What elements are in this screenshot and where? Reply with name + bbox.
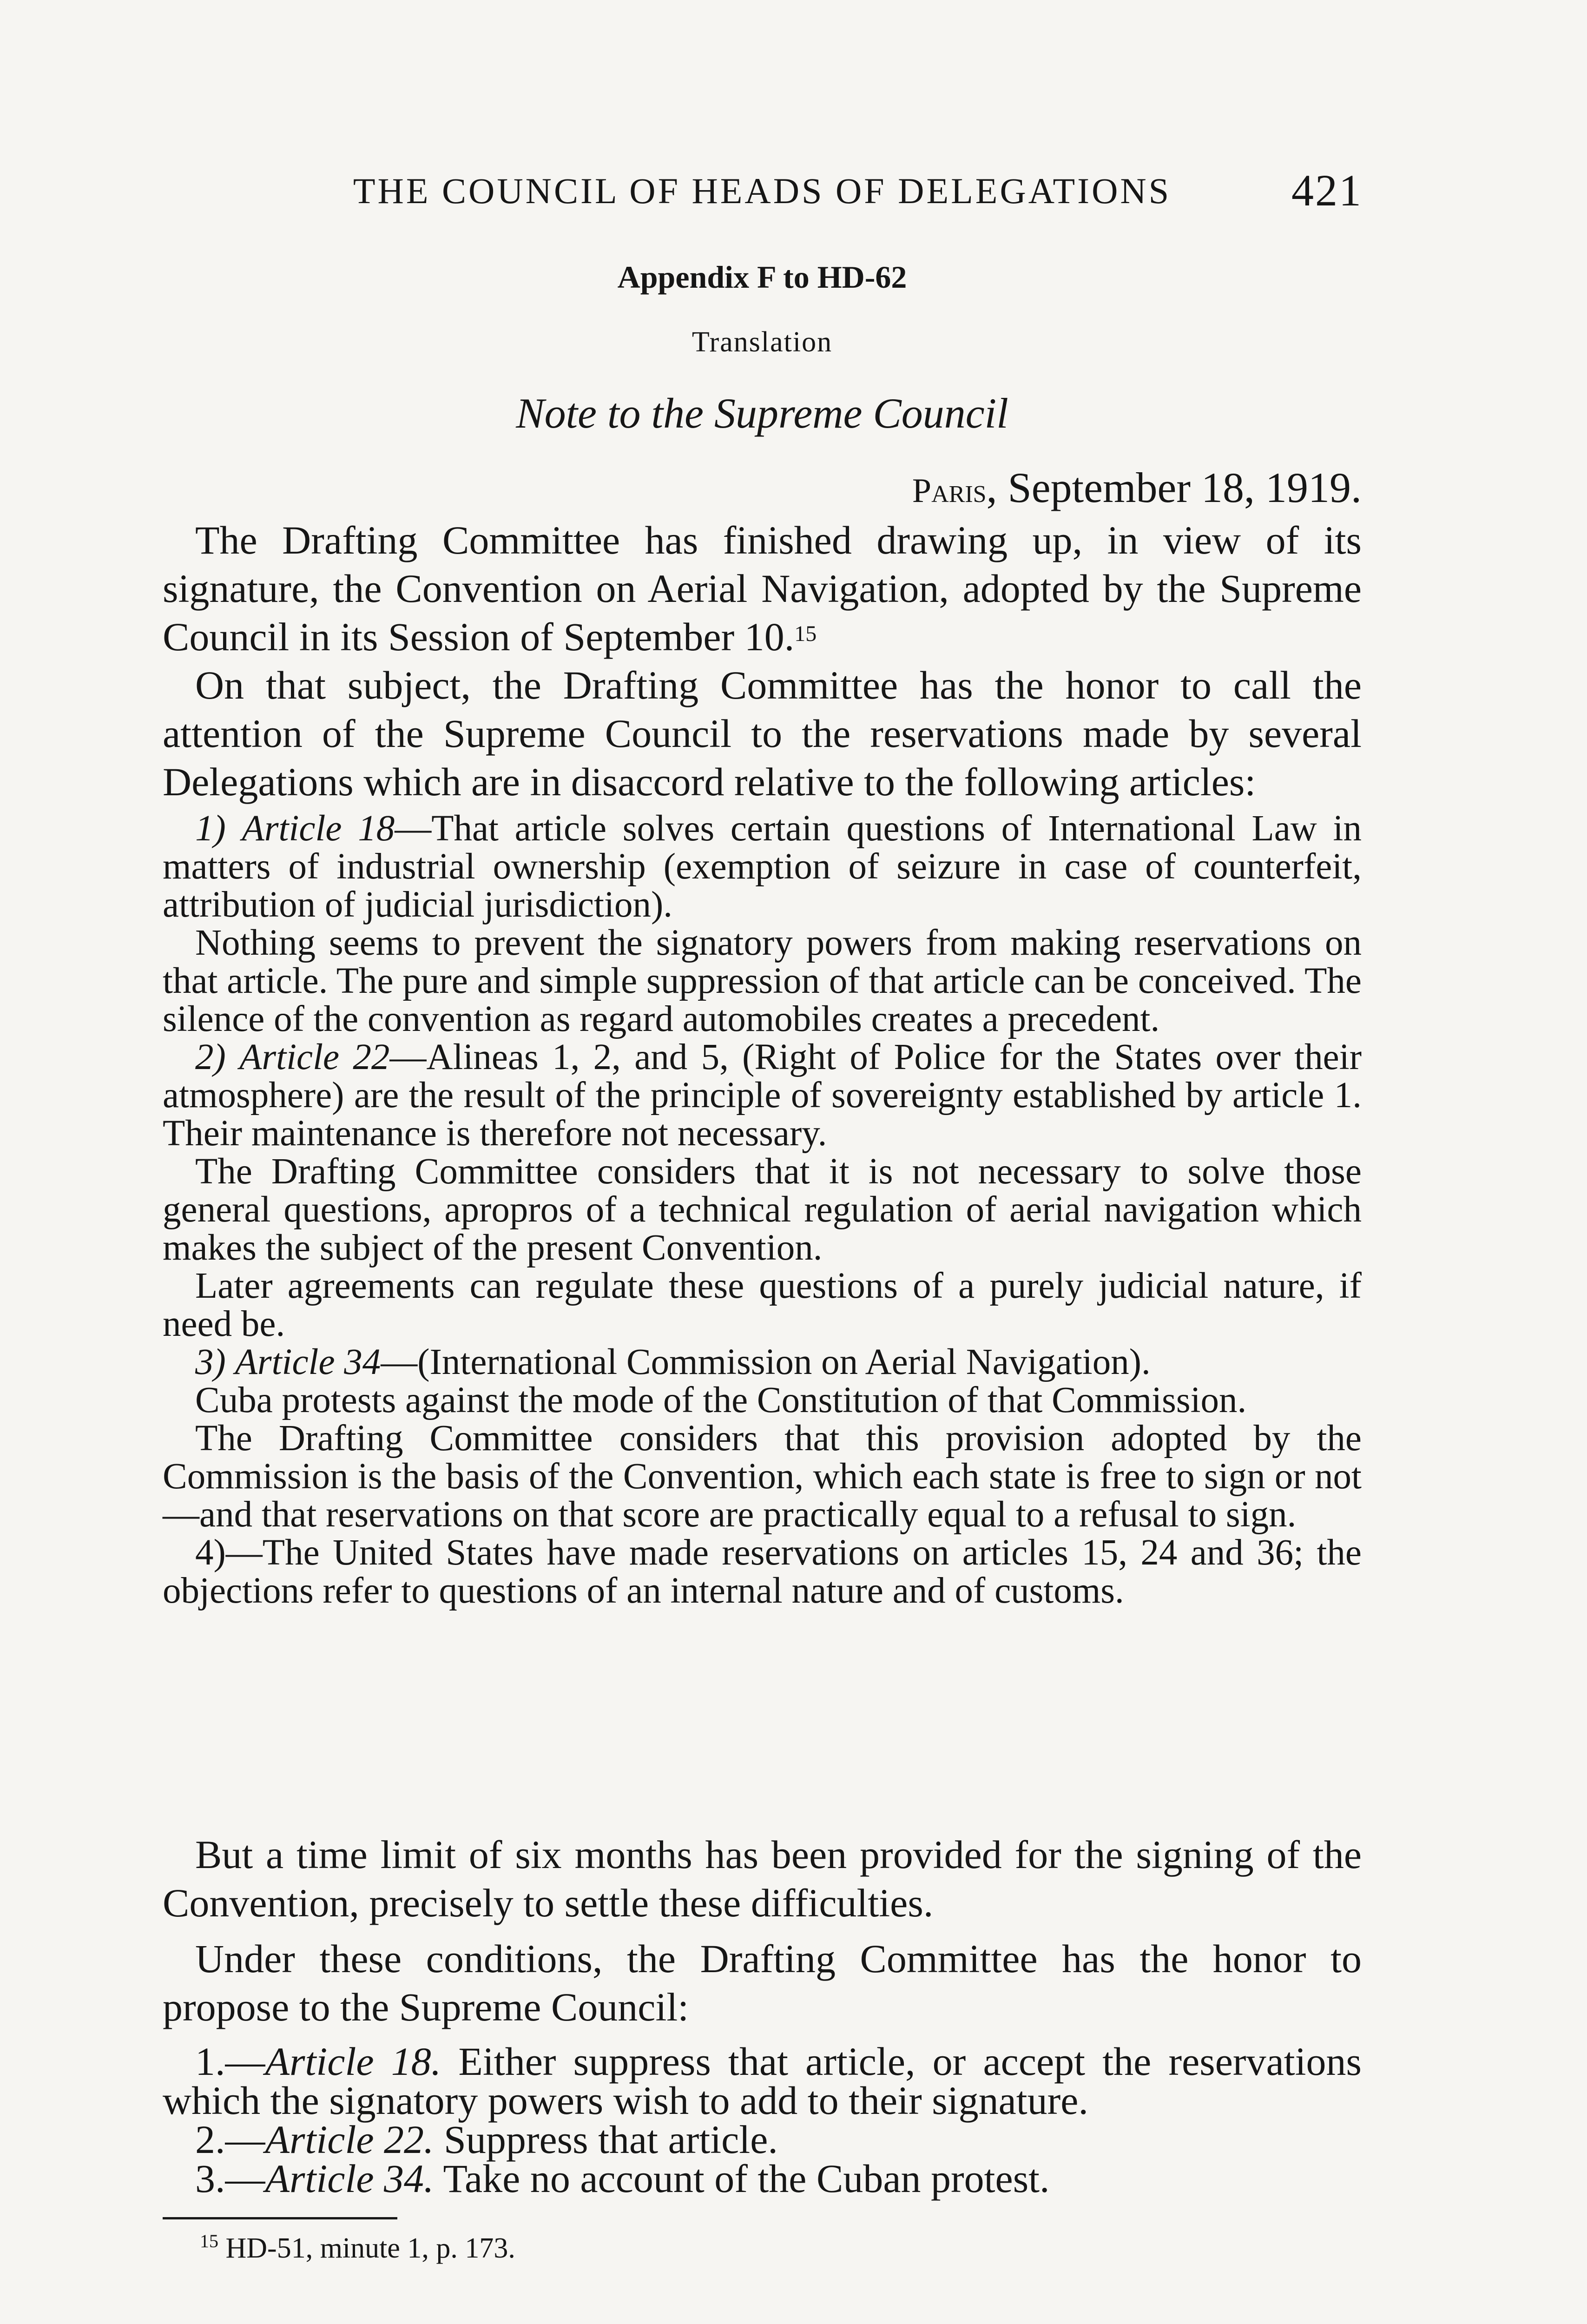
note-title: Note to the Supreme Council bbox=[516, 390, 1008, 437]
dateline bbox=[163, 466, 1362, 509]
proposal-item bbox=[163, 2156, 1362, 2201]
running-head bbox=[163, 173, 1362, 209]
proposals-list bbox=[163, 2039, 1362, 2201]
footnote-text: HD-51, minute 1, p. 173. bbox=[225, 2232, 515, 2264]
proposal-article: Article 18. bbox=[265, 2039, 441, 2084]
item-text: —That article solves certain questions of International Law in matters of industrial ownership (exemption of seizure in case of counterfeit, attribution of judicial jurisdiction). bbox=[163, 808, 1362, 925]
list-item-article-34 bbox=[163, 1343, 1362, 1381]
list-item-article-18 bbox=[163, 810, 1362, 924]
dateline-place: Paris bbox=[912, 472, 987, 510]
proposal-item bbox=[163, 2039, 1362, 2123]
proposal-text: Take no account of the Cuban protest. bbox=[434, 2156, 1050, 2201]
footnote-marker: 15 bbox=[200, 2231, 218, 2251]
proposal-text: Suppress that article. bbox=[434, 2117, 778, 2162]
item-text: —(International Commission on Aerial Navigation). bbox=[381, 1342, 1151, 1382]
appendix-title: Appendix F to HD-62 bbox=[617, 259, 907, 295]
item-article: Article 22 bbox=[239, 1037, 390, 1077]
footnote bbox=[163, 2231, 1399, 2264]
proposal-number: 3.— bbox=[195, 2156, 265, 2201]
item-follow-paragraph: Later agreements can regulate these questions of a purely judicial nature, if need be. bbox=[163, 1266, 1362, 1344]
item-number: 1) bbox=[195, 808, 226, 849]
proposal-article: Article 34. bbox=[265, 2156, 434, 2201]
running-title: THE COUNCIL OF HEADS OF DELEGATIONS bbox=[353, 171, 1172, 211]
page-number: 421 bbox=[1291, 165, 1363, 215]
item-number: 2) bbox=[195, 1037, 226, 1077]
list-item-article-22 bbox=[163, 1038, 1362, 1153]
intro-paragraph-1-text: The Drafting Committee has finished drawing up, in view of its signature, the Convention on Aerial Navigation, adopted by the Supreme Council in its Session of September 10. bbox=[163, 518, 1362, 659]
closing-section bbox=[163, 1830, 1362, 2031]
item-follow-paragraph: Cuba protests against the mode of the Constitution of that Commission. bbox=[195, 1380, 1247, 1420]
proposal-number: 1.— bbox=[195, 2039, 265, 2084]
item-follow-paragraph: The Drafting Committee considers that it is not necessary to solve those general questions, apropros of a technical regulation of aerial navigation which makes the subject of the present Convention. bbox=[163, 1151, 1362, 1268]
articles-list bbox=[163, 810, 1362, 1610]
proposal-text: Either suppress that article, or accept the reservations which the signatory powers wish to add to their signature. bbox=[163, 2039, 1362, 2123]
list-item-united-states: 4)—The United States have made reservations on articles 15, 24 and 36; the objections refer to questions of an internal nature and of customs. bbox=[163, 1532, 1362, 1611]
proposal-article: Article 22. bbox=[265, 2117, 434, 2162]
item-text: —Alineas 1, 2, and 5, (Right of Police for the States over their atmosphere) are the result of the principle of sovereignty established by article 1. Their maintenance is therefore not necessary. bbox=[163, 1037, 1362, 1154]
proposal-item bbox=[163, 2117, 1362, 2162]
intro-section bbox=[163, 516, 1362, 806]
proposal-number: 2.— bbox=[195, 2117, 265, 2162]
item-number: 3) bbox=[195, 1342, 226, 1382]
dateline-date: , September 18, 1919. bbox=[986, 464, 1362, 511]
closing-paragraph-2: Under these conditions, the Drafting Committee has the honor to propose to the Supreme Council: bbox=[163, 1936, 1362, 2029]
intro-paragraph-2: On that subject, the Drafting Committee has the honor to call the attention of the Supreme Council to the reservations made by several Delegations which are in disaccord relative to the following articles: bbox=[163, 663, 1362, 804]
item-follow-paragraph: The Drafting Committee considers that this provision adopted by the Commission is the basis of the Convention, which each state is free to sign or not—and that reservations on that score are practically equal to a refusal to sign. bbox=[163, 1418, 1362, 1535]
footnote-reference: 15 bbox=[794, 621, 817, 646]
item-follow-paragraph: Nothing seems to prevent the signatory powers from making reservations on that article. The pure and simple suppression of that article can be conceived. The silence of the convention as regard automobiles creates a precedent. bbox=[163, 923, 1362, 1039]
closing-paragraph-1: But a time limit of six months has been provided for the signing of the Convention, precisely to settle these difficulties. bbox=[163, 1832, 1362, 1925]
item-article: Article 18 bbox=[242, 808, 395, 849]
item-article: Article 34 bbox=[235, 1342, 381, 1382]
footnote-divider bbox=[163, 2217, 397, 2219]
intro-paragraph-1 bbox=[163, 516, 1362, 661]
translation-label: Translation bbox=[691, 326, 833, 358]
